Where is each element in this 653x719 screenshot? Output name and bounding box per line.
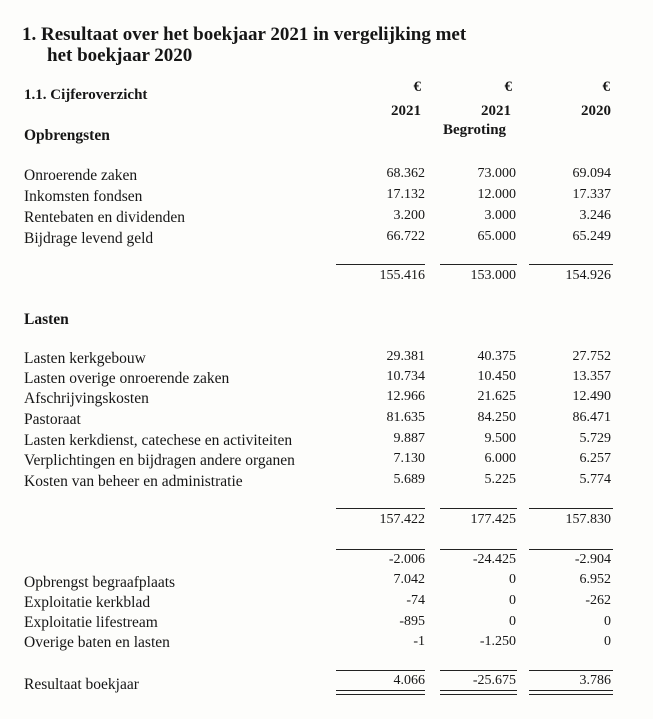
cell: 21.625 — [477, 389, 516, 404]
opbrengsten-total: 155.416 — [379, 268, 425, 283]
cell: 12.966 — [386, 389, 425, 404]
saldo-value: -2.904 — [574, 552, 611, 567]
row-label: Exploitatie kerkblad — [24, 594, 151, 611]
cell: 3.200 — [393, 208, 425, 223]
col1-year: 2021 — [391, 103, 421, 119]
cell: 6.952 — [579, 572, 611, 587]
section-heading: 1.1. Cijferoverzicht — [24, 87, 148, 103]
cell: 0 — [604, 634, 611, 649]
row-label: Lasten kerkdienst, catechese en activiteiten — [24, 432, 293, 449]
cell: 66.722 — [386, 229, 425, 244]
cell: 7.042 — [393, 572, 425, 587]
opbrengsten-total: 154.926 — [565, 268, 611, 283]
lasten-total: 177.425 — [470, 512, 516, 527]
col2-year: 2021 — [481, 103, 511, 119]
lasten-heading: Lasten — [24, 311, 69, 328]
double-underline — [440, 690, 517, 695]
row-label: Rentebaten en dividenden — [24, 209, 185, 226]
cell: 6.257 — [579, 451, 611, 466]
row-label: Bijdrage levend geld — [24, 230, 154, 247]
saldo-value: -24.425 — [472, 552, 516, 567]
row-label: Lasten overige onroerende zaken — [24, 370, 230, 387]
cell: 73.000 — [477, 166, 516, 181]
saldo-rule — [529, 549, 613, 550]
cell: 84.250 — [477, 410, 516, 425]
cell: -262 — [585, 593, 611, 608]
cell: 5.225 — [484, 472, 516, 487]
double-underline — [336, 690, 425, 695]
resultaat-value: -25.675 — [472, 673, 516, 688]
resultaat-rule — [440, 670, 517, 671]
total-rule — [529, 508, 613, 509]
cell: 68.362 — [386, 166, 425, 181]
cell: 9.500 — [484, 431, 516, 446]
col2-sub: Begroting — [443, 122, 507, 138]
cell: 6.000 — [484, 451, 516, 466]
cell: 69.094 — [572, 166, 611, 181]
cell: 13.357 — [572, 369, 611, 384]
cell: 12.490 — [572, 389, 611, 404]
cell: 5.774 — [579, 472, 611, 487]
cell: 3.246 — [579, 208, 611, 223]
row-label: Inkomsten fondsen — [24, 188, 143, 205]
cell: 27.752 — [572, 349, 611, 364]
cell: 65.249 — [572, 229, 611, 244]
total-rule — [440, 508, 517, 509]
resultaat-rule — [529, 670, 613, 671]
col3-currency: € — [602, 79, 610, 95]
row-label: Afschrijvingskosten — [24, 390, 149, 407]
resultaat-value: 4.066 — [393, 673, 425, 688]
row-label: Kosten van beheer en administratie — [24, 473, 243, 490]
opbrengsten-heading: Opbrengsten — [24, 127, 110, 144]
row-label: Exploitatie lifestream — [24, 614, 158, 631]
page-title-line-2: het boekjaar 2020 — [47, 45, 193, 66]
cell: -895 — [399, 614, 425, 629]
saldo-value: -2.006 — [388, 552, 425, 567]
row-label: Lasten kerkgebouw — [24, 350, 146, 367]
cell: 0 — [509, 593, 516, 608]
cell: 3.000 — [484, 208, 516, 223]
row-label: Pastoraat — [24, 411, 81, 428]
col1-currency: € — [413, 79, 421, 95]
resultaat-value: 3.786 — [579, 673, 611, 688]
cell: 0 — [604, 614, 611, 629]
row-label: Opbrengst begraafplaats — [24, 574, 176, 591]
row-label: Overige baten en lasten — [24, 634, 170, 651]
cell: 5.689 — [393, 472, 425, 487]
cell: 10.450 — [477, 369, 516, 384]
cell: 12.000 — [477, 187, 516, 202]
page-title-line-1: 1. Resultaat over het boekjaar 2021 in vergelijking met — [22, 24, 467, 45]
col2-currency: € — [504, 79, 512, 95]
cell: 5.729 — [579, 431, 611, 446]
total-rule — [336, 508, 425, 509]
cell: 40.375 — [477, 349, 516, 364]
cell: 9.887 — [393, 431, 425, 446]
total-rule — [529, 264, 613, 265]
cell: 0 — [509, 572, 516, 587]
lasten-total: 157.422 — [379, 512, 425, 527]
row-label: Onroerende zaken — [24, 167, 138, 184]
cell: -1.250 — [479, 634, 516, 649]
cell: 86.471 — [572, 410, 611, 425]
col3-year: 2020 — [581, 103, 611, 119]
cell: 7.130 — [393, 451, 425, 466]
cell: 17.337 — [572, 187, 611, 202]
cell: -1 — [413, 634, 425, 649]
cell: 81.635 — [386, 410, 425, 425]
total-rule — [336, 264, 425, 265]
row-label: Verplichtingen en bijdragen andere organen — [24, 452, 295, 469]
lasten-total: 157.830 — [565, 512, 611, 527]
resultaat-label: Resultaat boekjaar — [24, 676, 139, 693]
cell: -74 — [406, 593, 425, 608]
double-underline — [529, 690, 613, 695]
cell: 17.132 — [386, 187, 425, 202]
opbrengsten-total: 153.000 — [470, 268, 516, 283]
saldo-rule — [440, 549, 517, 550]
cell: 0 — [509, 614, 516, 629]
cell: 10.734 — [386, 369, 425, 384]
saldo-rule — [336, 549, 425, 550]
resultaat-rule — [336, 670, 425, 671]
total-rule — [440, 264, 517, 265]
cell: 65.000 — [477, 229, 516, 244]
cell: 29.381 — [386, 349, 425, 364]
